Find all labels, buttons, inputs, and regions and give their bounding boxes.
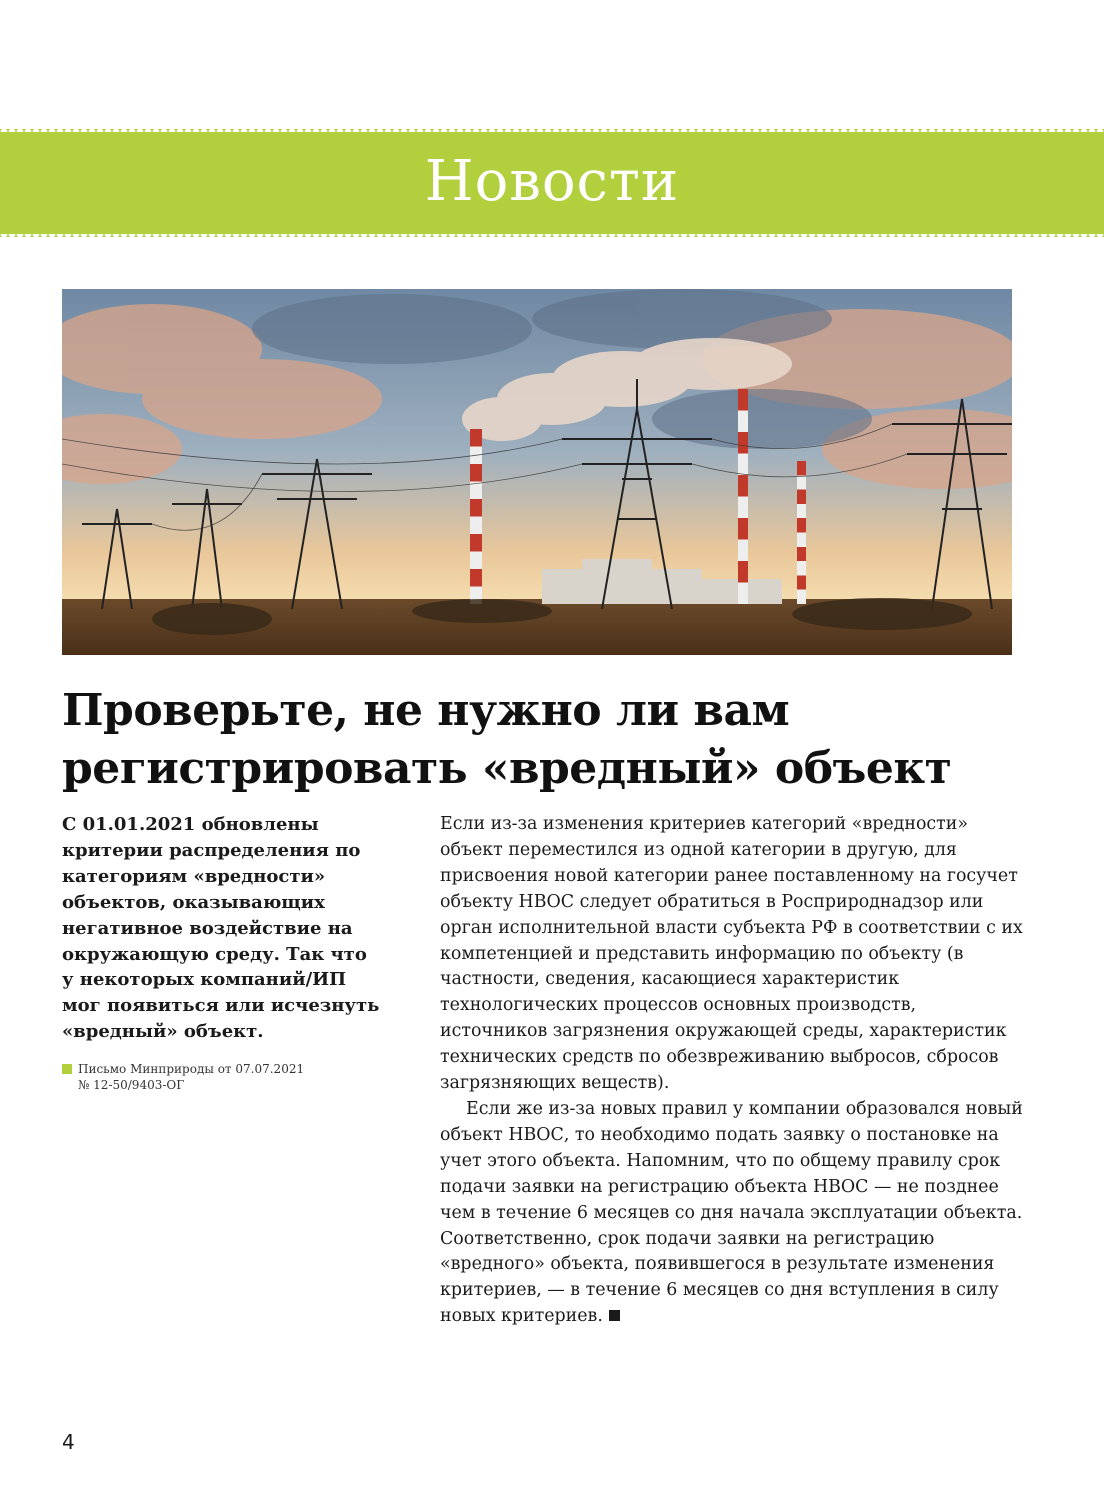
source-line-1: Письмо Минприроды от 07.07.2021 xyxy=(78,1062,305,1076)
article-lead: С 01.01.2021 обновлены критерии распределения по категориям «вредности» объектов, оказывающих негативное воздействие на окружающую среду. Так что у некоторых компаний/ИП мог появиться или исчезнуть «вредный» объект. xyxy=(62,814,380,1043)
body-paragraph-1: Если из-за изменения критериев категорий «вредности» объект переместился из одной категории в другую, для присвоения новой категории ранее поставленному на госучет объекту НВОС следует обратиться в Росприроднадзор или орган исполнительной власти субъекта РФ в соответствии с их компетенцией и представить информацию по объекту (в частности, сведения, касающиеся характеристик технологических процессов основных производств, источников загрязнения окружающей среды, характеристик технических средств по обезвреживанию выбросов, сбросов загрязняющих веществ). xyxy=(440,814,1023,1094)
end-of-article-icon xyxy=(609,1310,620,1321)
power-plant-landscape-image xyxy=(62,289,1012,655)
article-body xyxy=(440,812,1028,1330)
page-number: 4 xyxy=(62,1430,75,1454)
source-reference xyxy=(62,1061,362,1093)
section-banner xyxy=(0,129,1104,237)
body-paragraph-2 xyxy=(440,1097,1028,1330)
section-title: Новости xyxy=(424,149,680,214)
body-paragraph-2-text: Если же из-за новых правил у компании образовался новый объект НВОС, то необходимо подать заявку о постановке на учет этого объекта. Напомним, что по общему правилу срок подачи заявки на регистрацию объекта НВОС — не позднее чем в течение 6 месяцев со дня начала эксплуатации объекта. Соответственно, срок подачи заявки на регистрацию «вредного» объекта, появившегося в результате изменения критериев, — в течение 6 месяцев со дня вступления в силу новых критериев. xyxy=(440,1098,1023,1327)
article-headline: Проверьте, не нужно ли вам регистрировать «вредный» объект xyxy=(62,685,952,794)
source-marker-icon xyxy=(62,1064,72,1074)
source-line-2: № 12-50/9403-ОГ xyxy=(78,1078,185,1092)
